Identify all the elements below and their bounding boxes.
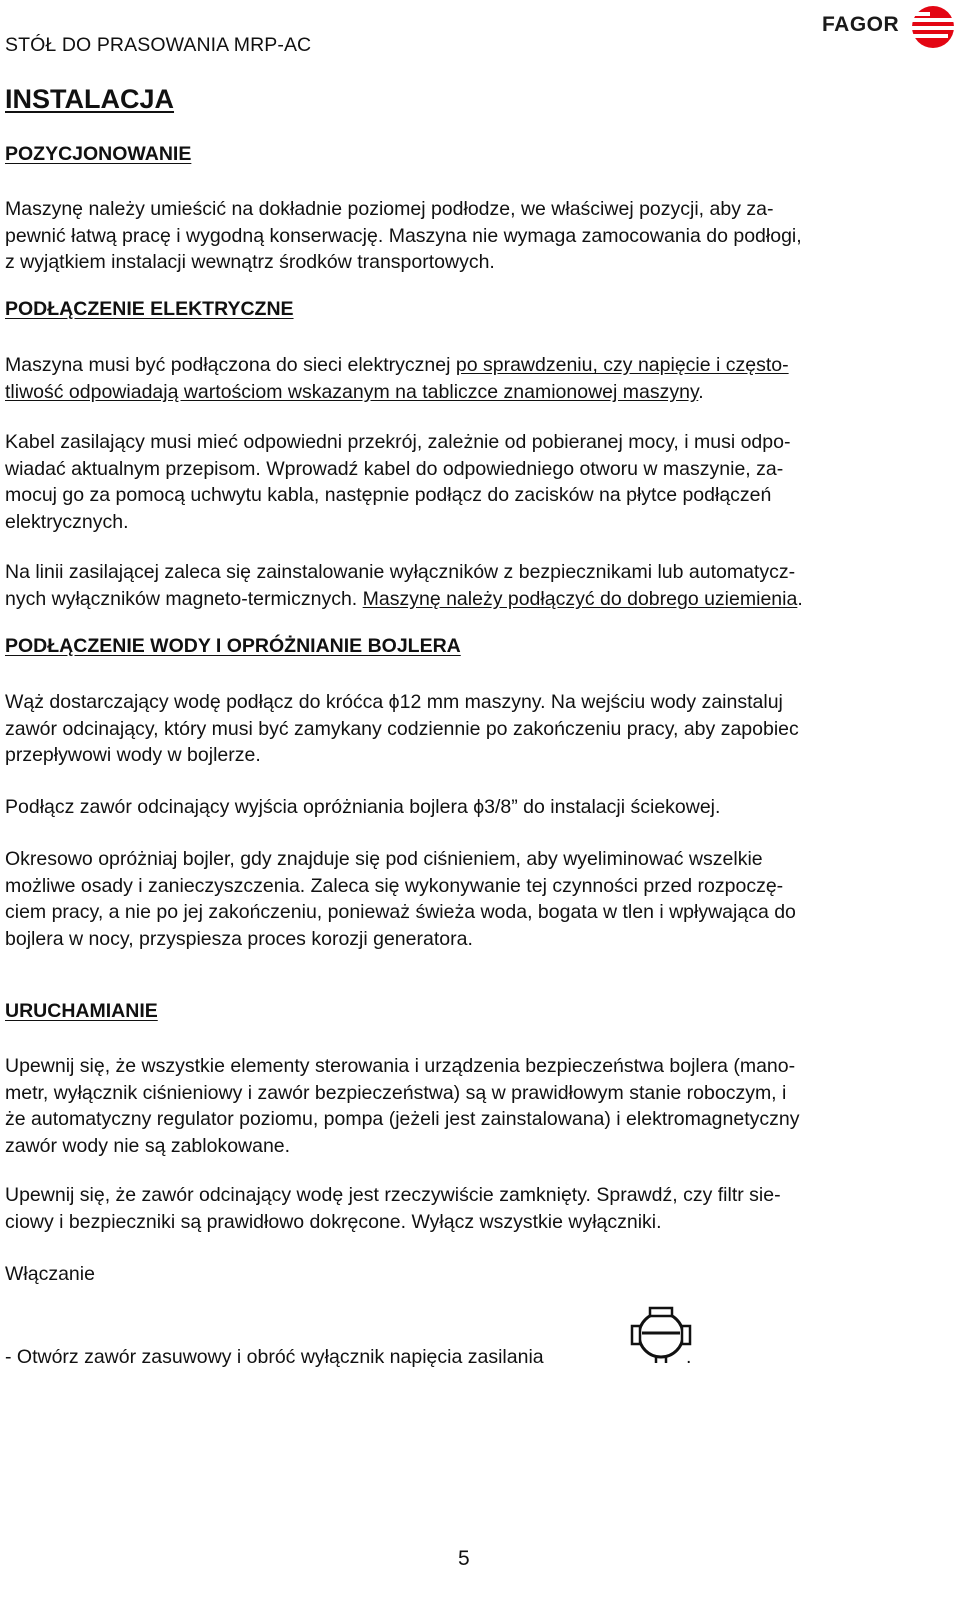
text-span: . xyxy=(698,380,704,403)
text-line: metr, wyłącznik ciśnieniowy i zawór bezpieczeństwa) są w prawidłowym stanie roboczym, i xyxy=(5,1081,787,1104)
text-line: Włączanie xyxy=(5,1263,95,1285)
fagor-logo-icon xyxy=(910,4,956,50)
underlined-text: Maszynę należy podłączyć do dobrego uziemienia xyxy=(362,587,798,610)
text-line xyxy=(5,586,957,613)
logo-text: FAGOR xyxy=(822,13,900,36)
paragraph-uruchamianie-1 xyxy=(5,1053,957,1159)
text-span: . xyxy=(797,587,803,610)
text-line: przepływowi wody w bojlerze. xyxy=(5,744,261,766)
text-line xyxy=(5,379,957,406)
paragraph-elektryczne-1 xyxy=(5,352,957,405)
underlined-text: po sprawdzeniu, czy napięcie i często- xyxy=(455,354,789,376)
text-line: mocuj go za pomocą uchwytu kabla, następnie podłącz do zacisków na płytce podłączeń xyxy=(5,484,772,506)
instruction-step: - Otwórz zawór zasuwowy i obróć wyłącznik napięcia zasilania xyxy=(5,1346,544,1368)
section-heading-uruchamianie: URUCHAMIANIE xyxy=(5,1000,158,1022)
text-line: Wąż dostarczający wodę podłącz do króćca ϕ12 mm maszyny. Na wejściu wody zainstaluj xyxy=(5,691,783,713)
page-number: 5 xyxy=(458,1547,470,1570)
text-line: Maszynę należy umieścić na dokładnie poziomej podłodze, we właściwej pozycji, aby za- xyxy=(5,198,774,220)
text-span: Maszyna musi być podłączona do sieci elektrycznej xyxy=(5,354,456,376)
text-span: nych wyłączników magneto-termicznych. xyxy=(5,587,363,610)
text-line: ciem pracy, a nie po jej zakończeniu, ponieważ świeża woda, bogata w tlen i wpływająca do xyxy=(5,901,796,923)
text-line: elektrycznych. xyxy=(5,510,129,533)
text-line: wiadać aktualnym przepisom. Wprowadź kabel do odpowiedniego otworu w maszynie, za- xyxy=(5,457,784,480)
paragraph-woda-1 xyxy=(5,689,957,769)
text-line: Okresowo opróżniaj bojler, gdy znajduje się pod ciśnieniem, aby wyeliminować wszelkie xyxy=(5,848,763,870)
text-line: bojlera w nocy, przyspiesza proces korozji generatora. xyxy=(5,927,473,950)
text-line xyxy=(5,352,957,379)
section-heading-woda: PODŁĄCZENIE WODY I OPRÓŻNIANIE BOJLERA xyxy=(5,635,461,657)
sentence-end: . xyxy=(686,1346,692,1368)
section-heading-elektryczne: PODŁĄCZENIE ELEKTRYCZNE xyxy=(5,298,294,320)
paragraph-woda-3 xyxy=(5,846,957,952)
text-line: zawór odcinający, który musi być zamykany codziennie po zakończeniu pracy, aby zapobiec xyxy=(5,717,799,740)
text-line: Na linii zasilającej zaleca się zainstalowanie wyłączników z bezpiecznikami lub automatycz- xyxy=(5,561,796,583)
underlined-text: tliwość odpowiadają wartościom wskazanym na tabliczce znamionowej maszyny xyxy=(5,380,699,403)
text-line: ciowy i bezpieczniki są prawidłowo dokręcone. Wyłącz wszystkie wyłączniki. xyxy=(5,1210,662,1233)
text-line: możliwe osady i zanieczyszczenia. Zaleca się wykonywanie tej czynności przed rozpoczę- xyxy=(5,874,784,897)
document-header-title: STÓŁ DO PRASOWANIA MRP-AC xyxy=(5,34,312,56)
fagor-logo xyxy=(822,4,957,52)
text-line: że automatyczny regulator poziomu, pompa (jeżeli jest zainstalowana) i elektromagnetyczny xyxy=(5,1108,800,1130)
paragraph-pozycjonowanie xyxy=(5,196,957,276)
text-line: Kabel zasilający musi mieć odpowiedni przekrój, zależnie od pobieranej mocy, i musi odpo- xyxy=(5,431,791,453)
paragraph-uruchamianie-2 xyxy=(5,1182,957,1235)
text-line: Upewnij się, że zawór odcinający wodę jest rzeczywiście zamknięty. Sprawdź, czy filtr sie- xyxy=(5,1184,781,1206)
text-line: Podłącz zawór odcinający wyjścia opróżniania bojlera ϕ3/8” do instalacji ściekowej. xyxy=(5,796,721,818)
text-line: pewnić łatwą pracę i wygodną konserwację. Maszyna nie wymaga zamocowania do podłogi, xyxy=(5,224,802,247)
text-line: Upewnij się, że wszystkie elementy sterowania i urządzenia bezpieczeństwa bojlera (mano- xyxy=(5,1055,796,1077)
power-switch-icon xyxy=(630,1306,692,1364)
paragraph-elektryczne-2 xyxy=(5,429,957,535)
paragraph-woda-2 xyxy=(5,794,957,821)
main-heading: INSTALACJA xyxy=(5,84,175,114)
paragraph-elektryczne-3 xyxy=(5,559,957,612)
paragraph-wlaczanie xyxy=(5,1261,957,1288)
section-heading-pozycjonowanie: POZYCJONOWANIE xyxy=(5,143,192,165)
text-line: z wyjątkiem instalacji wewnątrz środków transportowych. xyxy=(5,251,495,273)
text-line: zawór wody nie są zablokowane. xyxy=(5,1134,291,1157)
